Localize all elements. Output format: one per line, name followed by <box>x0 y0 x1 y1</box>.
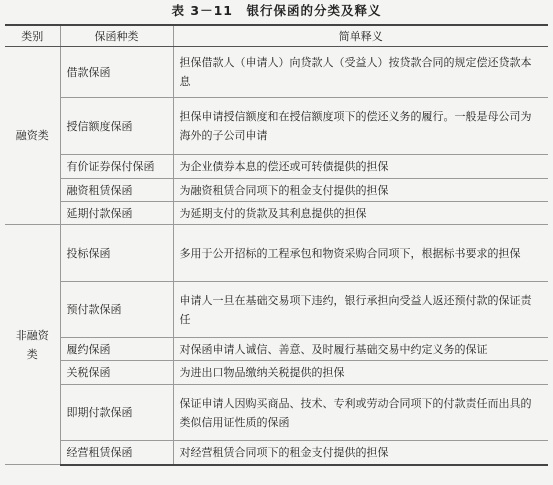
guarantee-description: 保证申请人因购买商品、技术、专利或劳动合同项下的付款责任而出具的类似信用证性质的保函 <box>173 385 548 441</box>
guarantee-name: 延期付款保函 <box>60 202 173 225</box>
table-row <box>5 282 548 338</box>
guarantee-name: 预付款保函 <box>60 282 173 338</box>
guarantee-description: 为企业债券本息的偿还或可转债提供的担保 <box>173 155 548 179</box>
guarantee-description: 为进出口物品缴纳关税提供的担保 <box>173 361 548 385</box>
table-row <box>5 155 548 179</box>
table-row <box>5 361 548 385</box>
guarantee-description: 担保借款人（申请人）向贷款人（受益人）按贷款合同的规定偿还贷款本息 <box>173 47 548 98</box>
guarantee-name: 授信额度保函 <box>60 98 173 155</box>
guarantee-name: 有价证券保付保函 <box>60 155 173 179</box>
guarantee-classification-table <box>5 24 548 466</box>
table-row <box>5 179 548 202</box>
guarantee-name: 关税保函 <box>60 361 173 385</box>
guarantee-name: 融资租赁保函 <box>60 179 173 202</box>
guarantee-description: 对保函申请人诚信、善意、及时履行基础交易中约定义务的保证 <box>173 338 548 361</box>
guarantee-name: 经营租赁保函 <box>60 441 173 465</box>
guarantee-description: 申请人一旦在基础交易项下违约，银行承担向受益人返还预付款的保证责任 <box>173 282 548 338</box>
guarantee-description: 为融资租赁合同项下的租金支付提供的担保 <box>173 179 548 202</box>
guarantee-name: 履约保函 <box>60 338 173 361</box>
guarantee-description: 担保申请授信额度和在授信额度项下的偿还义务的履行。一般是母公司为海外的子公司申请 <box>173 98 548 155</box>
table-row <box>5 47 548 98</box>
guarantee-name: 即期付款保函 <box>60 385 173 441</box>
guarantee-description: 多用于公开招标的工程承包和物资采购合同项下，根据标书要求的担保 <box>173 225 548 282</box>
guarantee-name: 投标保函 <box>60 225 173 282</box>
table-caption: 表 3－11 银行保函的分类及释义 <box>171 3 382 18</box>
guarantee-description: 为延期支付的货款及其利息提供的担保 <box>173 202 548 225</box>
table-row <box>5 441 548 465</box>
category-cell-financing: 融资类 <box>5 47 60 225</box>
table-row <box>5 385 548 441</box>
table-row <box>5 202 548 225</box>
header-description: 简单释义 <box>173 25 548 47</box>
guarantee-description: 对经营租赁合同项下的租金支付提供的担保 <box>173 441 548 465</box>
table-row <box>5 225 548 282</box>
table-row <box>5 338 548 361</box>
header-guarantee-type: 保函种类 <box>60 25 173 47</box>
category-cell-non-financing: 非融资类 <box>5 225 60 465</box>
table-header-row <box>5 25 548 47</box>
header-category: 类别 <box>5 25 60 47</box>
guarantee-name: 借款保函 <box>60 47 173 98</box>
table-row <box>5 98 548 155</box>
